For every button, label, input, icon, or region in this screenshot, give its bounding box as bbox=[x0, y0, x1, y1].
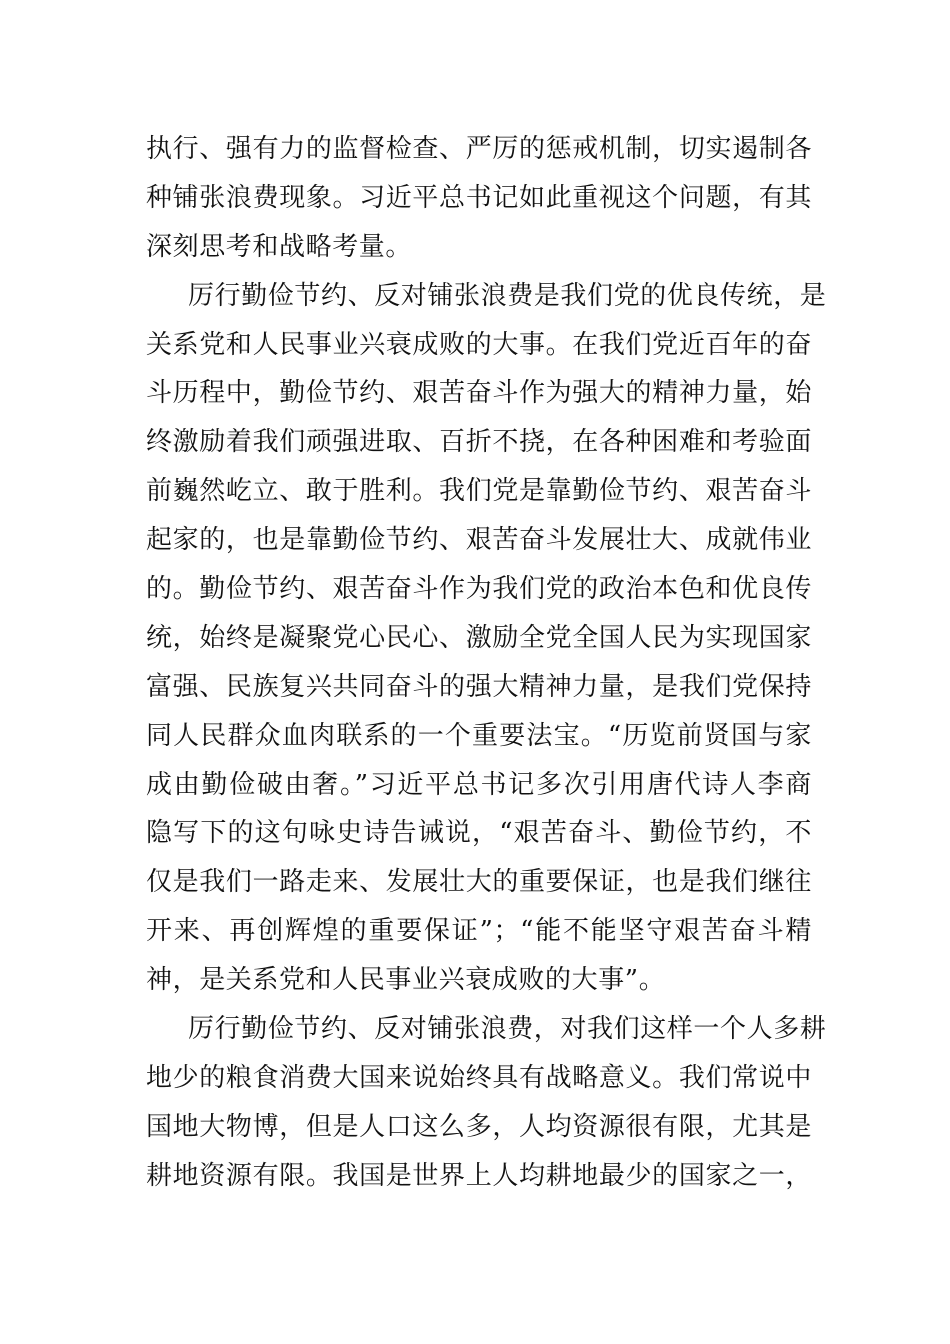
text-line: 成由勤俭破由奢。”习近平总书记多次引用唐代诗人李商 bbox=[146, 769, 812, 800]
text-line: 种铺张浪费现象。习近平总书记如此重视这个问题，有其 bbox=[146, 182, 812, 213]
text-line: 斗历程中，勤俭节约、艰苦奋斗作为强大的精神力量，始 bbox=[146, 378, 812, 409]
paragraph-first-line: 厉行勤俭节约、反对铺张浪费，对我们这样一个人多耕 bbox=[188, 1014, 827, 1045]
paragraph-first-line: 厉行勤俭节约、反对铺张浪费是我们党的优良传统，是 bbox=[188, 280, 827, 311]
text-line: 神，是关系党和人民事业兴衰成败的大事”。 bbox=[146, 965, 666, 996]
text-line: 富强、民族复兴共同奋斗的强大精神力量，是我们党保持 bbox=[146, 671, 812, 702]
text-line: 隐写下的这句咏史诗告诫说，“艰苦奋斗、勤俭节约，不 bbox=[146, 818, 812, 849]
text-line: 前巍然屹立、敢于胜利。我们党是靠勤俭节约、艰苦奋斗 bbox=[146, 476, 812, 507]
text-line: 的。勤俭节约、艰苦奋斗作为我们党的政治本色和优良传 bbox=[146, 574, 812, 605]
text-line: 深刻思考和战略考量。 bbox=[146, 231, 413, 262]
text-line: 起家的，也是靠勤俭节约、艰苦奋斗发展壮大、成就伟业 bbox=[146, 525, 812, 556]
text-line: 耕地资源有限。我国是世界上人均耕地最少的国家之一， bbox=[146, 1160, 812, 1191]
text-line: 终激励着我们顽强进取、百折不挠，在各种困难和考验面 bbox=[146, 427, 812, 458]
text-line: 关系党和人民事业兴衰成败的大事。在我们党近百年的奋 bbox=[146, 329, 812, 360]
text-line: 开来、再创辉煌的重要保证”；“能不能坚守艰苦奋斗精 bbox=[146, 916, 812, 947]
text-line: 执行、强有力的监督检查、严厉的惩戒机制，切实遏制各 bbox=[146, 134, 812, 164]
text-line: 统，始终是凝聚党心民心、激励全党全国人民为实现国家 bbox=[146, 622, 812, 653]
text-line: 同人民群众血肉联系的一个重要法宝。“历览前贤国与家 bbox=[146, 720, 812, 751]
text-line: 地少的粮食消费大国来说始终具有战略意义。我们常说中 bbox=[146, 1062, 812, 1093]
document-body bbox=[146, 125, 827, 1201]
text-line: 国地大物博，但是人口这么多，人均资源很有限，尤其是 bbox=[146, 1111, 812, 1142]
text-line: 仅是我们一路走来、发展壮大的重要保证，也是我们继往 bbox=[146, 867, 812, 898]
